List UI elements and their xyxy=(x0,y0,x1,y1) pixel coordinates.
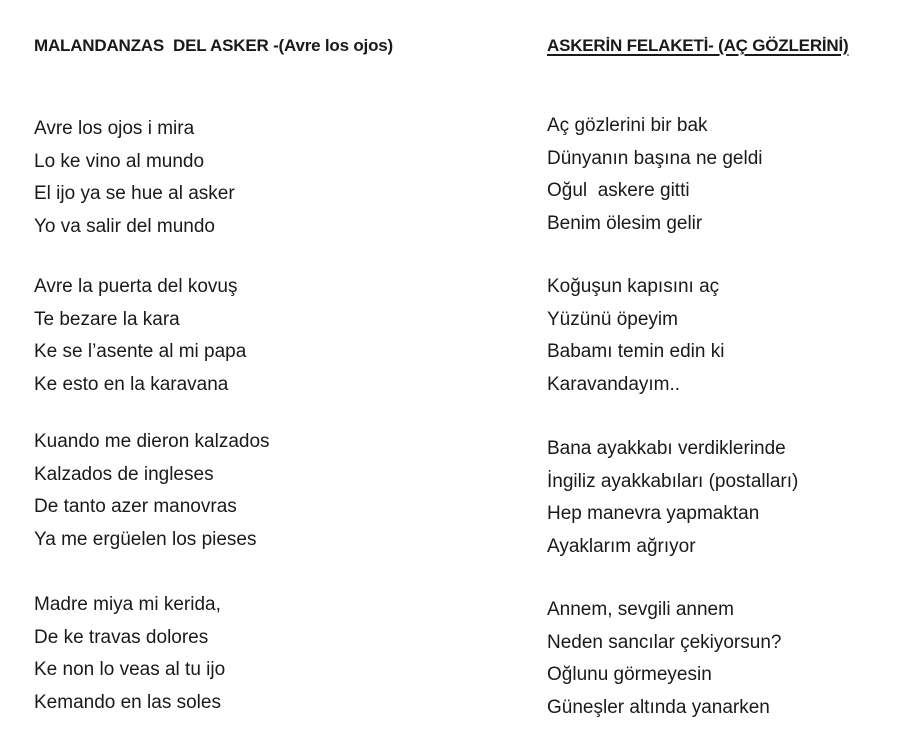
ladino-stanza-4 xyxy=(34,589,225,719)
poem-line: Yüzünü öpeyim xyxy=(547,308,678,330)
poem-line: Kemando en las soles xyxy=(34,691,221,713)
ladino-stanza-3 xyxy=(34,426,270,556)
poem-line: Annem, sevgili annem xyxy=(547,599,734,620)
poem-line: Neden sancılar çekiyorsun? xyxy=(547,631,782,653)
poem-line: Ya me ergüelen los pieses xyxy=(34,528,257,550)
poem-line: El ijo ya se hue al asker xyxy=(34,183,235,204)
poem-line: Oğul askere gitti xyxy=(547,180,690,201)
poem-line: Koğuşun kapısını aç xyxy=(547,276,720,297)
poem-line: Oğlunu görmeyesin xyxy=(547,664,712,685)
poem-line: De tanto azer manovras xyxy=(34,496,237,517)
poem-line: Avre la puerta del kovuş xyxy=(34,276,238,297)
poem-line: Aç gözlerini bir bak xyxy=(547,115,708,136)
poem-line: Babamı temin edin ki xyxy=(547,341,725,362)
poem-line: İngiliz ayakkabıları (postalları) xyxy=(547,470,799,492)
poem-line: Kuando me dieron kalzados xyxy=(34,431,270,452)
poem-line: De ke travas dolores xyxy=(34,626,209,648)
ladino-stanza-1 xyxy=(34,113,235,243)
poem-line: Bana ayakkabı verdiklerinde xyxy=(547,438,786,459)
poem-line: Hep manevra yapmaktan xyxy=(547,503,760,524)
poem-line: Te bezare la kara xyxy=(34,308,180,330)
turkish-stanza-3 xyxy=(547,433,798,563)
turkish-poem-title: ASKERİN FELAKETİ- (AÇ GÖZLERİNİ) xyxy=(547,36,849,55)
poem-line: Güneşler altında yanarken xyxy=(547,696,770,718)
poem-line: Madre miya mi kerida, xyxy=(34,594,221,615)
poem-line: Ke non lo veas al tu ijo xyxy=(34,659,226,680)
ladino-poem-title: MALANDANZAS DEL ASKER -(Avre los ojos) xyxy=(34,36,393,55)
poem-line: Ayaklarım ağrıyor xyxy=(547,535,696,557)
poem-line: Dünyanın başına ne geldi xyxy=(547,147,763,169)
poem-line: Kalzados de ingleses xyxy=(34,463,214,485)
turkish-stanza-2 xyxy=(547,271,724,401)
poem-line: Benim ölesim gelir xyxy=(547,212,703,234)
poem-line: Avre los ojos i mira xyxy=(34,118,195,139)
poem-line: Ke se l’asente al mi papa xyxy=(34,341,247,362)
turkish-stanza-4 xyxy=(547,594,781,724)
poem-line: Karavandayım.. xyxy=(547,373,681,395)
turkish-stanza-1 xyxy=(547,110,763,240)
poem-line: Ke esto en la karavana xyxy=(34,373,229,395)
poem-line: Lo ke vino al mundo xyxy=(34,150,205,172)
poem-line: Yo va salir del mundo xyxy=(34,215,215,237)
ladino-stanza-2 xyxy=(34,271,246,401)
